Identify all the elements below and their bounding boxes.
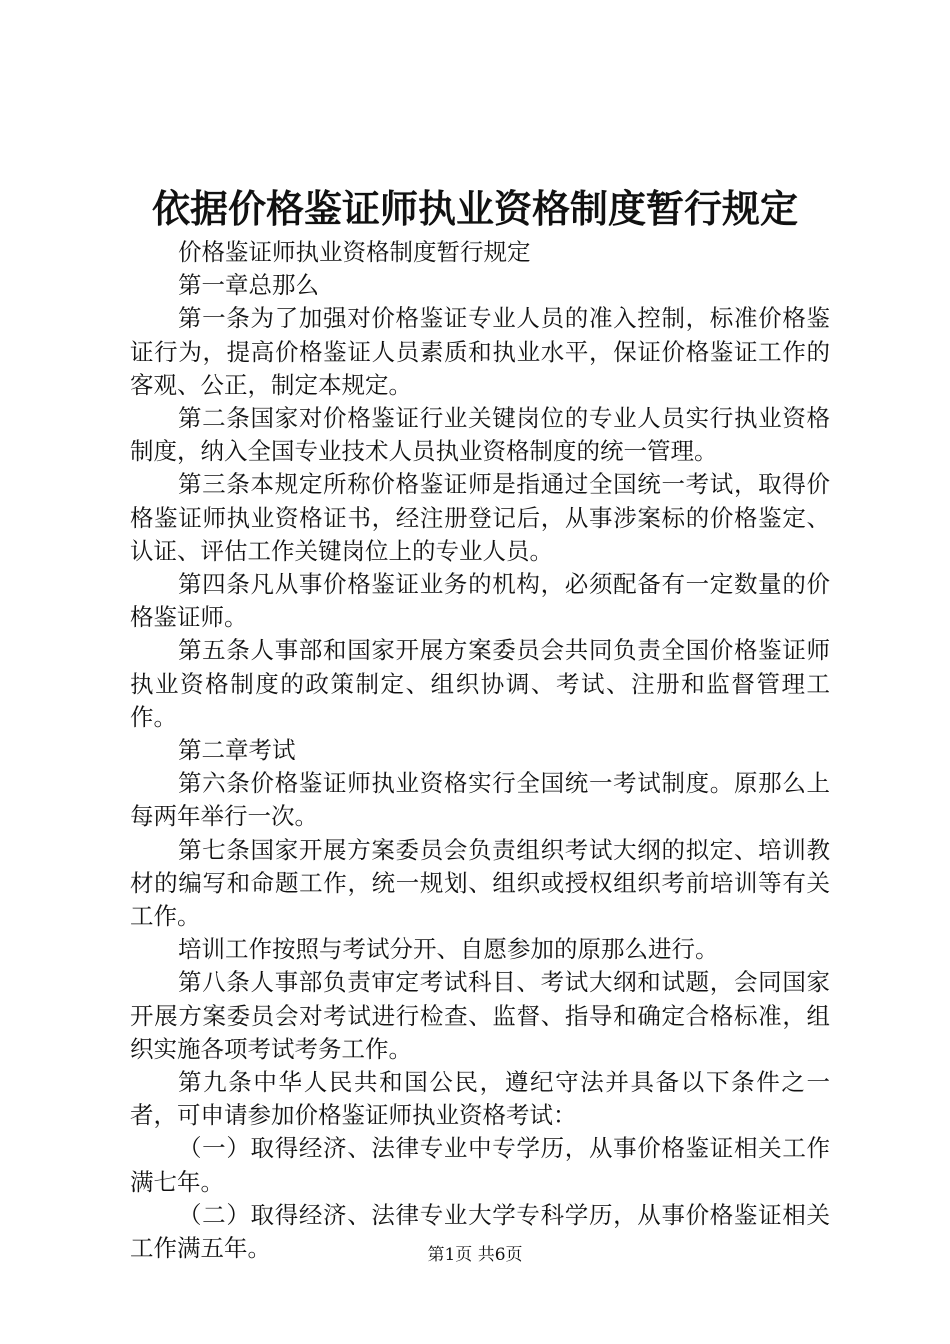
training-paragraph: 培训工作按照与考试分开、自愿参加的原那么进行。 (178, 935, 719, 964)
article-4: 第四条凡从事价格鉴证业务的机构，必须配备有一定数量的价格鉴证师。 (130, 570, 830, 632)
document-title: 依据价格鉴证师执业资格制度暂行规定 (151, 187, 798, 231)
chapter-heading-1: 第一章总那么 (178, 271, 319, 300)
article-3: 第三条本规定所称价格鉴证师是指通过全国统一考试，取得价格鉴证师执业资格证书，经注册登记后，从事涉案标的价格鉴定、认证、评估工作关键岗位上的专业人员。 (130, 470, 830, 565)
article-8: 第八条人事部负责审定考试科目、考试大纲和试题，会同国家开展方案委员会对考试进行检查、监督、指导和确定合格标准，组织实施各项考试考务工作。 (130, 968, 830, 1063)
condition-2: （二）取得经济、法律专业大学专科学历，从事价格鉴证相关工作满五年。 (130, 1200, 830, 1263)
condition-1: （一）取得经济、法律专业中专学历，从事价格鉴证相关工作满七年。 (130, 1134, 830, 1196)
article-7: 第七条国家开展方案委员会负责组织考试大纲的拟定、培训教材的编写和命题工作，统一规划、组织或授权组织考前培训等有关工作。 (130, 835, 830, 931)
document-body (130, 236, 830, 1265)
article-6: 第六条价格鉴证师执业资格实行全国统一考试制度。原那么上每两年举行一次。 (130, 769, 830, 831)
article-5: 第五条人事部和国家开展方案委员会共同负责全国价格鉴证师执业资格制度的政策制定、组织协调、考试、注册和监督管理工作。 (130, 636, 830, 731)
article-1: 第一条为了加强对价格鉴证专业人员的准入控制，标准价格鉴证行为，提高价格鉴证人员素质和执业水平，保证价格鉴证工作的客观、公正，制定本规定。 (130, 304, 830, 399)
page-footer: 第1页 共6页 (427, 1245, 523, 1265)
paragraph-subtitle: 价格鉴证师执业资格制度暂行规定 (178, 238, 531, 266)
article-2: 第二条国家对价格鉴证行业关键岗位的专业人员实行执业资格制度，纳入全国专业技术人员执业资格制度的统一管理。 (130, 404, 830, 466)
article-9: 第九条中华人民共和国公民，遵纪守法并具备以下条件之一者，可申请参加价格鉴证师执业资格考试： (130, 1068, 830, 1130)
chapter-heading-2: 第二章考试 (178, 736, 296, 765)
